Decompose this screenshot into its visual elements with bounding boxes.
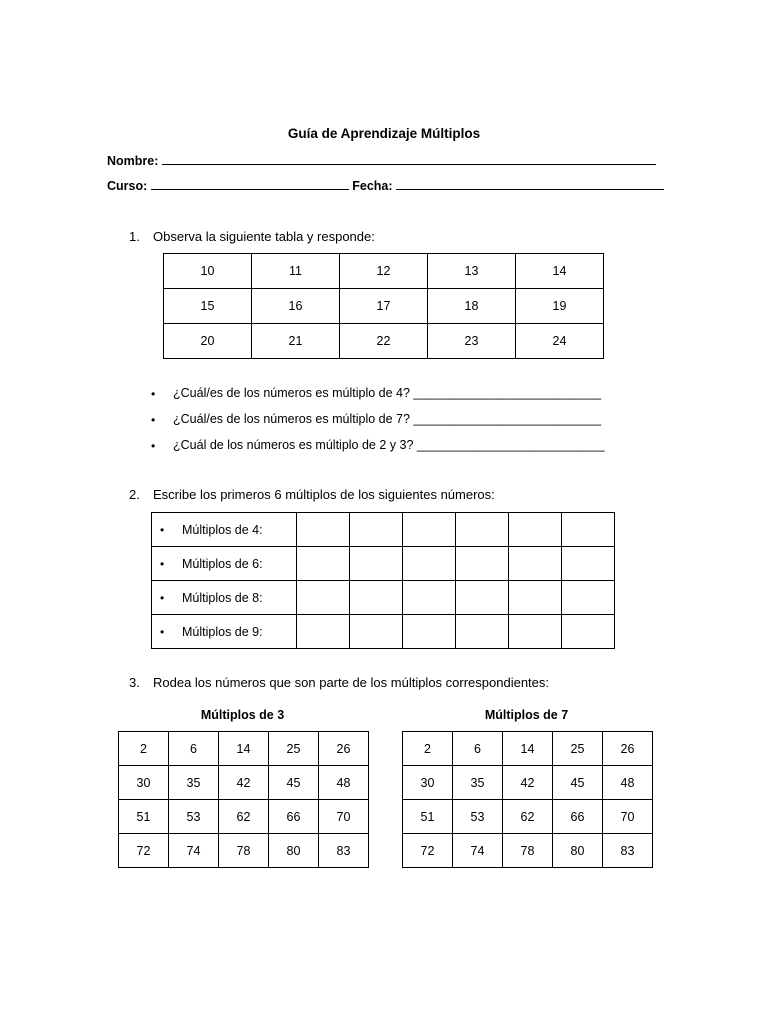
- circle-number-cell[interactable]: 2: [119, 732, 169, 766]
- circle-number-cell[interactable]: 2: [403, 732, 453, 766]
- answer-cell[interactable]: [509, 581, 562, 615]
- bullet-icon: •: [151, 439, 156, 453]
- answer-cell[interactable]: [350, 581, 403, 615]
- curso-field[interactable]: [151, 177, 349, 190]
- circle-number-cell[interactable]: 30: [403, 766, 453, 800]
- circle-number-cell[interactable]: 83: [319, 834, 369, 868]
- circle-number-cell[interactable]: 14: [219, 732, 269, 766]
- table-cell: 14: [516, 254, 604, 289]
- circle-number-cell[interactable]: 74: [453, 834, 503, 868]
- circle-number-cell[interactable]: 74: [169, 834, 219, 868]
- answer-cell[interactable]: [509, 547, 562, 581]
- bullet-text: ¿Cuál de los números es múltiplo de 2 y 3? ___________________________: [173, 438, 605, 452]
- answer-cell[interactable]: [297, 581, 350, 615]
- page-title: Guía de Aprendizaje Múltiplos: [287, 126, 481, 141]
- nombre-row: [107, 152, 656, 168]
- list-item: [151, 386, 605, 412]
- table-cell: 19: [516, 289, 604, 324]
- circle-number-cell[interactable]: 45: [553, 766, 603, 800]
- answer-cell[interactable]: [297, 547, 350, 581]
- multiples-table: [151, 512, 615, 649]
- table-row: [164, 324, 604, 359]
- table-cell: 15: [164, 289, 252, 324]
- circle-number-cell[interactable]: 35: [453, 766, 503, 800]
- circle-number-cell[interactable]: 53: [169, 800, 219, 834]
- circle-number-cell[interactable]: 6: [169, 732, 219, 766]
- table-cell: 23: [428, 324, 516, 359]
- bullet-icon: •: [160, 556, 165, 571]
- table-row: [164, 254, 604, 289]
- nombre-field[interactable]: [162, 152, 656, 165]
- table-row: [152, 547, 615, 581]
- answer-cell[interactable]: [456, 513, 509, 547]
- table-cell: 12: [340, 254, 428, 289]
- question-1-title: [129, 229, 375, 244]
- answer-cell[interactable]: [350, 547, 403, 581]
- circle-number-cell[interactable]: 78: [503, 834, 553, 868]
- bullet-icon: •: [160, 624, 165, 639]
- question-2-title: [129, 487, 495, 502]
- fecha-label: Fecha:: [352, 179, 393, 193]
- table-cell: 10: [164, 254, 252, 289]
- question-3-title: [129, 675, 549, 690]
- circle-number-cell[interactable]: 51: [119, 800, 169, 834]
- table-cell: 16: [252, 289, 340, 324]
- table-row: [152, 615, 615, 649]
- multiples-label-cell: [152, 615, 297, 649]
- table-cell: 11: [252, 254, 340, 289]
- circle-number-cell[interactable]: 35: [169, 766, 219, 800]
- multiples-label: Múltiplos de 6:: [182, 556, 263, 571]
- table-cell: 13: [428, 254, 516, 289]
- table-row: [403, 834, 653, 868]
- answer-cell[interactable]: [562, 547, 615, 581]
- question-1-number: 1.: [129, 229, 140, 244]
- table-row: [403, 766, 653, 800]
- circle-number-cell[interactable]: 25: [269, 732, 319, 766]
- numbers-table: [163, 253, 604, 359]
- curso-fecha-row: [107, 177, 664, 193]
- circle-number-cell[interactable]: 66: [553, 800, 603, 834]
- table-row: [119, 834, 369, 868]
- circle-number-cell[interactable]: 14: [503, 732, 553, 766]
- bullet-text: ¿Cuál/es de los números es múltiplo de 7? ___________________________: [173, 412, 602, 426]
- bullet-icon: •: [160, 522, 165, 537]
- answer-cell[interactable]: [403, 547, 456, 581]
- list-item: [151, 412, 605, 438]
- multiples-label-cell: [152, 513, 297, 547]
- circle-number-cell[interactable]: 80: [553, 834, 603, 868]
- multiples-of-7-table: [402, 731, 653, 868]
- circle-number-cell[interactable]: 42: [503, 766, 553, 800]
- answer-cell[interactable]: [456, 581, 509, 615]
- circle-number-cell[interactable]: 72: [119, 834, 169, 868]
- answer-cell[interactable]: [456, 547, 509, 581]
- circle-number-cell[interactable]: 51: [403, 800, 453, 834]
- answer-cell[interactable]: [297, 513, 350, 547]
- table-cell: 21: [252, 324, 340, 359]
- table-cell: 18: [428, 289, 516, 324]
- multiples-label-cell: [152, 547, 297, 581]
- table-row: [119, 766, 369, 800]
- table-row: [152, 581, 615, 615]
- nombre-label: Nombre:: [107, 154, 159, 168]
- question-1-bullets: [151, 386, 605, 464]
- answer-cell[interactable]: [562, 581, 615, 615]
- table-cell: 24: [516, 324, 604, 359]
- answer-cell[interactable]: [509, 513, 562, 547]
- question-1-text: Observa la siguiente tabla y responde:: [153, 229, 375, 244]
- circle-number-cell[interactable]: 78: [219, 834, 269, 868]
- circle-number-cell[interactable]: 70: [319, 800, 369, 834]
- circle-number-cell[interactable]: 80: [269, 834, 319, 868]
- circle-number-cell[interactable]: 48: [319, 766, 369, 800]
- answer-cell[interactable]: [350, 615, 403, 649]
- circle-number-cell[interactable]: 26: [603, 732, 653, 766]
- circle-number-cell[interactable]: 83: [603, 834, 653, 868]
- answer-cell[interactable]: [403, 513, 456, 547]
- multiples-of-3-caption: Múltiplos de 3: [200, 708, 285, 722]
- list-item: [151, 438, 605, 464]
- bullet-icon: •: [151, 413, 156, 427]
- circle-number-cell[interactable]: 66: [269, 800, 319, 834]
- circle-number-cell[interactable]: 70: [603, 800, 653, 834]
- curso-label: Curso:: [107, 179, 148, 193]
- answer-cell[interactable]: [350, 513, 403, 547]
- circle-number-cell[interactable]: 48: [603, 766, 653, 800]
- circle-number-cell[interactable]: 72: [403, 834, 453, 868]
- circle-number-cell[interactable]: 26: [319, 732, 369, 766]
- answer-cell[interactable]: [562, 513, 615, 547]
- answer-cell[interactable]: [403, 581, 456, 615]
- circle-number-cell[interactable]: 45: [269, 766, 319, 800]
- bullet-text: ¿Cuál/es de los números es múltiplo de 4? ___________________________: [173, 386, 602, 400]
- table-cell: 22: [340, 324, 428, 359]
- table-row: [119, 800, 369, 834]
- fecha-field[interactable]: [396, 177, 664, 190]
- multiples-label: Múltiplos de 4:: [182, 522, 263, 537]
- circle-number-cell[interactable]: 62: [219, 800, 269, 834]
- multiples-of-7-caption: Múltiplos de 7: [484, 708, 569, 722]
- answer-cell[interactable]: [562, 615, 615, 649]
- answer-cell[interactable]: [297, 615, 350, 649]
- multiples-label: Múltiplos de 8:: [182, 590, 263, 605]
- bullet-icon: •: [151, 387, 156, 401]
- answer-cell[interactable]: [456, 615, 509, 649]
- multiples-label-cell: [152, 581, 297, 615]
- table-row: [403, 800, 653, 834]
- circle-number-cell[interactable]: 25: [553, 732, 603, 766]
- table-cell: 17: [340, 289, 428, 324]
- bullet-icon: •: [160, 590, 165, 605]
- question-2-number: 2.: [129, 487, 140, 502]
- circle-number-cell[interactable]: 53: [453, 800, 503, 834]
- question-3-number: 3.: [129, 675, 140, 690]
- table-row: [403, 732, 653, 766]
- table-row: [152, 513, 615, 547]
- table-row: [119, 732, 369, 766]
- circle-number-cell[interactable]: 6: [453, 732, 503, 766]
- answer-cell[interactable]: [403, 615, 456, 649]
- table-row: [164, 289, 604, 324]
- circle-number-cell[interactable]: 62: [503, 800, 553, 834]
- circle-number-cell[interactable]: 30: [119, 766, 169, 800]
- multiples-label: Múltiplos de 9:: [182, 624, 263, 639]
- circle-number-cell[interactable]: 42: [219, 766, 269, 800]
- question-3-text: Rodea los números que son parte de los múltiplos correspondientes:: [153, 675, 550, 690]
- table-cell: 20: [164, 324, 252, 359]
- question-2-text: Escribe los primeros 6 múltiplos de los siguientes números:: [153, 487, 495, 502]
- multiples-of-3-table: [118, 731, 369, 868]
- answer-cell[interactable]: [509, 615, 562, 649]
